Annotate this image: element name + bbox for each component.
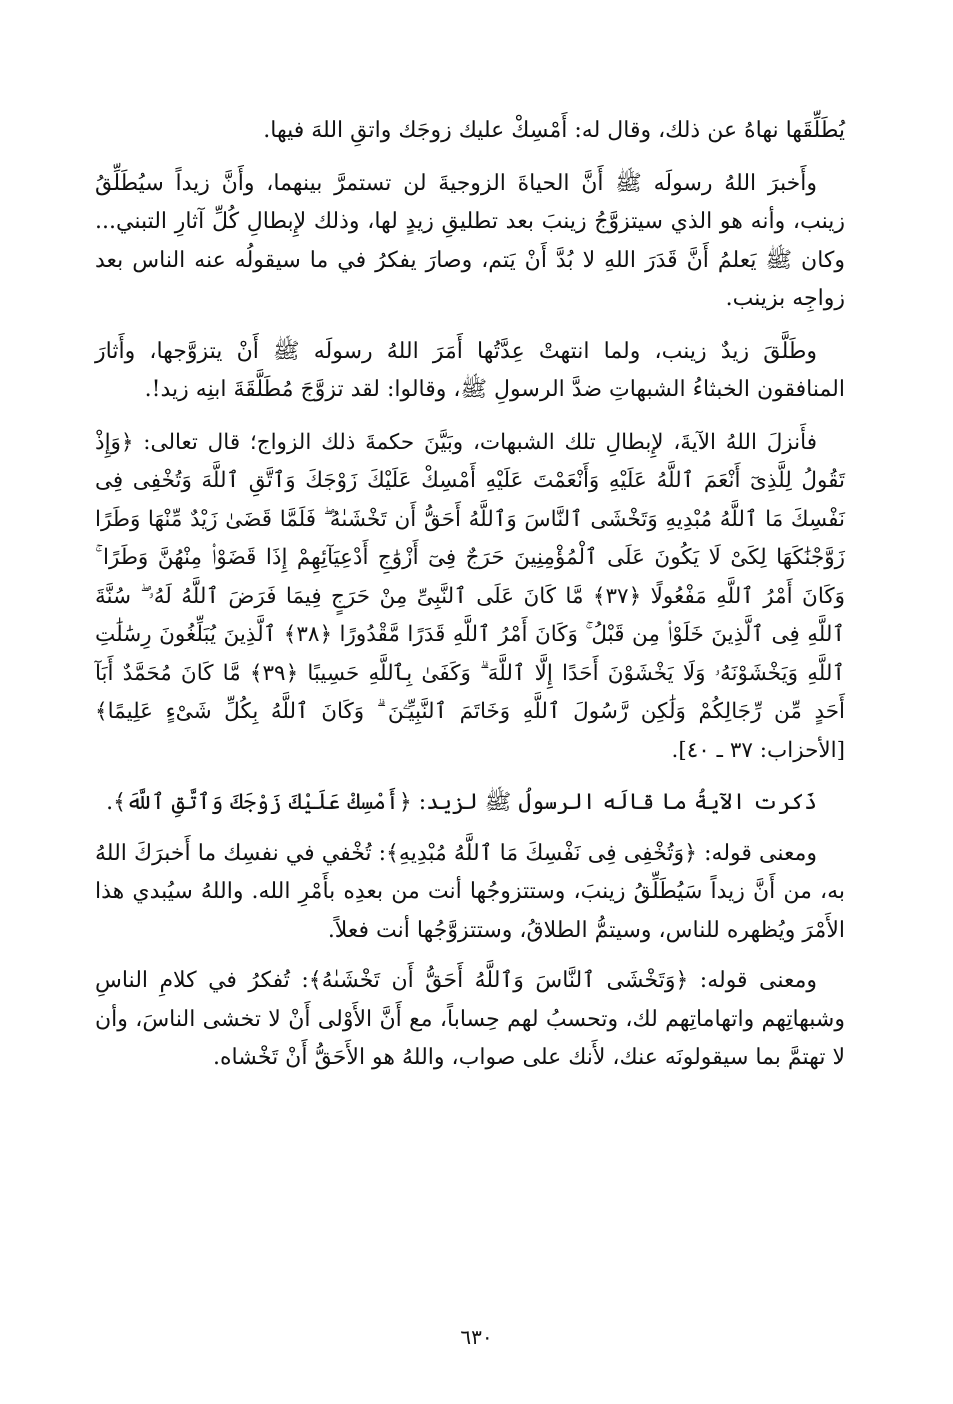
page-body <box>95 112 845 1078</box>
paragraph-quran-verse: فأَنزلَ اللهُ الآيةَ، لإِبطالِ تلك الشبهات، وبَيَّنَ حكمةَ ذلك الزواج؛ قال تعالى: ﴿وَإِذْ تَقُولُ لِلَّذِىٓ أَنْعَمَ ٱللَّهُ عَلَيْهِ وَأَنْعَمْتَ عَلَيْهِ أَمْسِكْ عَلَيْكَ زَوْجَكَ وَٱتَّقِ ٱللَّهَ وَتُخْفِى فِى نَفْسِكَ مَا ٱللَّهُ مُبْدِيهِ وَتَخْشَى ٱلنَّاسَ وَٱللَّهُ أَحَقُّ أَن تَخْشَىٰهُ ۖ فَلَمَّا قَضَىٰ زَيْدٌ مِّنْهَا وَطَرًا زَوَّجْنَٰكَهَا لِكَىْ لَا يَكُونَ عَلَى ٱلْمُؤْمِنِينَ حَرَجٌ فِىٓ أَزْوَٰجِ أَدْعِيَآئِهِمْ إِذَا قَضَوْا۟ مِنْهُنَّ وَطَرًا ۚ وَكَانَ أَمْرُ ٱللَّهِ مَفْعُولًا ﴿٣٧﴾ مَّا كَانَ عَلَى ٱلنَّبِىِّ مِنْ حَرَجٍ فِيمَا فَرَضَ ٱللَّهُ لَهُۥ ۖ سُنَّةَ ٱللَّهِ فِى ٱلَّذِينَ خَلَوْا۟ مِن قَبْلُ ۚ وَكَانَ أَمْرُ ٱللَّهِ قَدَرًا مَّقْدُورًا ﴿٣٨﴾ ٱلَّذِينَ يُبَلِّغُونَ رِسَٰلَٰتِ ٱللَّهِ وَيَخْشَوْنَهُۥ وَلَا يَخْشَوْنَ أَحَدًا إِلَّا ٱللَّهَ ۗ وَكَفَىٰ بِٱللَّهِ حَسِيبًا ﴿٣٩﴾ مَّا كَانَ مُحَمَّدٌ أَبَآ أَحَدٍ مِّن رِّجَالِكُمْ وَلَٰكِن رَّسُولَ ٱللَّهِ وَخَاتَمَ ٱلنَّبِيِّـۧنَ ۗ وَكَانَ ٱللَّهُ بِكُلِّ شَىْءٍ عَلِيمًا﴾ [الأحزاب: ٣٧ ـ ٤٠]. <box>95 429 845 763</box>
paragraph-meaning-hiding: ومعنى قوله: ﴿وَتُخْفِى فِى نَفْسِكَ مَا ٱللَّهُ مُبْدِيهِ﴾: تُخْفي في نفسِك ما أَخبرَكَ اللهُ به، من أَنَّ زيداً سَيُطَلِّقُ زينبَ، وستتزوجُها أنت من بعدِه بأَمْرِ الله. واللهُ سيُبدي هذا الأَمْرَ ويُظهره للناس، وسيتمُّ الطلاقُ، وستتزوَّجُها أنت فعلاً. <box>95 840 845 943</box>
paragraph-prophecy: وأَخبرَ اللهُ رسولَه ﷺ أَنَّ الحياةَ الزوجيةَ لن تستمرَّ بينهما، وأَنَّ زيداً سيُطَلِّقُ زينب، وأنه هو الذي سيتزوَّجُ زينبَ بعد تطليقِ زيدٍ لها، وذلك لإِبطالِ كُلِّ آثارِ التبني... وكان ﷺ يَعلمُ أَنَّ قَدَرَ اللهِ لا بُدَّ أَنْ يَتم، وصارَ يفكرُ في ما سيقولُه عنه الناس بعد زواجِه بزينب. <box>95 170 845 311</box>
paragraph-divorce: وطَلَّقَ زيدٌ زينب، ولما انتهتْ عِدَّتُها أَمَرَ اللهُ رسولَه ﷺ أَنْ يتزوَّجها، وأَثارَ المنافقون الخبثاءُ الشبهاتِ ضدَّ الرسولِ ﷺ، وقالوا: لقد تزوَّجَ مُطَلَّقَةَ ابنِه زيد!. <box>95 338 845 402</box>
paragraph-continuation: يُطَلِّقَها نهاهُ عن ذلك، وقال له: أَمْسِكْ عليك زوجَك واتقِ اللهَ فيها. <box>263 118 845 143</box>
paragraph-verse-mention: ذَكرت الآيةُ ما قالَه الرسولُ ﷺ لزيد: ﴿أَمْسِكْ عَلَيْكَ زَوْجَكَ وَٱتَّقِ ٱللَّهَ﴾. <box>106 790 817 815</box>
page-number: ٦٣٠ <box>460 1325 493 1349</box>
paragraph-meaning-fearing: ومعنى قوله: ﴿وَتَخْشَى ٱلنَّاسَ وَٱللَّهُ أَحَقُّ أَن تَخْشَىٰهُ﴾: تُفكرُ في كلامِ الناسِ وشبهاتِهم واتهاماتِهم لك، وتحسبُ لهم حِساباً، مع أَنَّ الأَوْلى أَنْ لا تخشى الناسَ، وأن لا تهتمَّ بما سيقولونَه عنك، لأَنك على صواب، واللهُ هو الأَحَقُّ أَنْ تَخْشاه. <box>95 968 845 1070</box>
